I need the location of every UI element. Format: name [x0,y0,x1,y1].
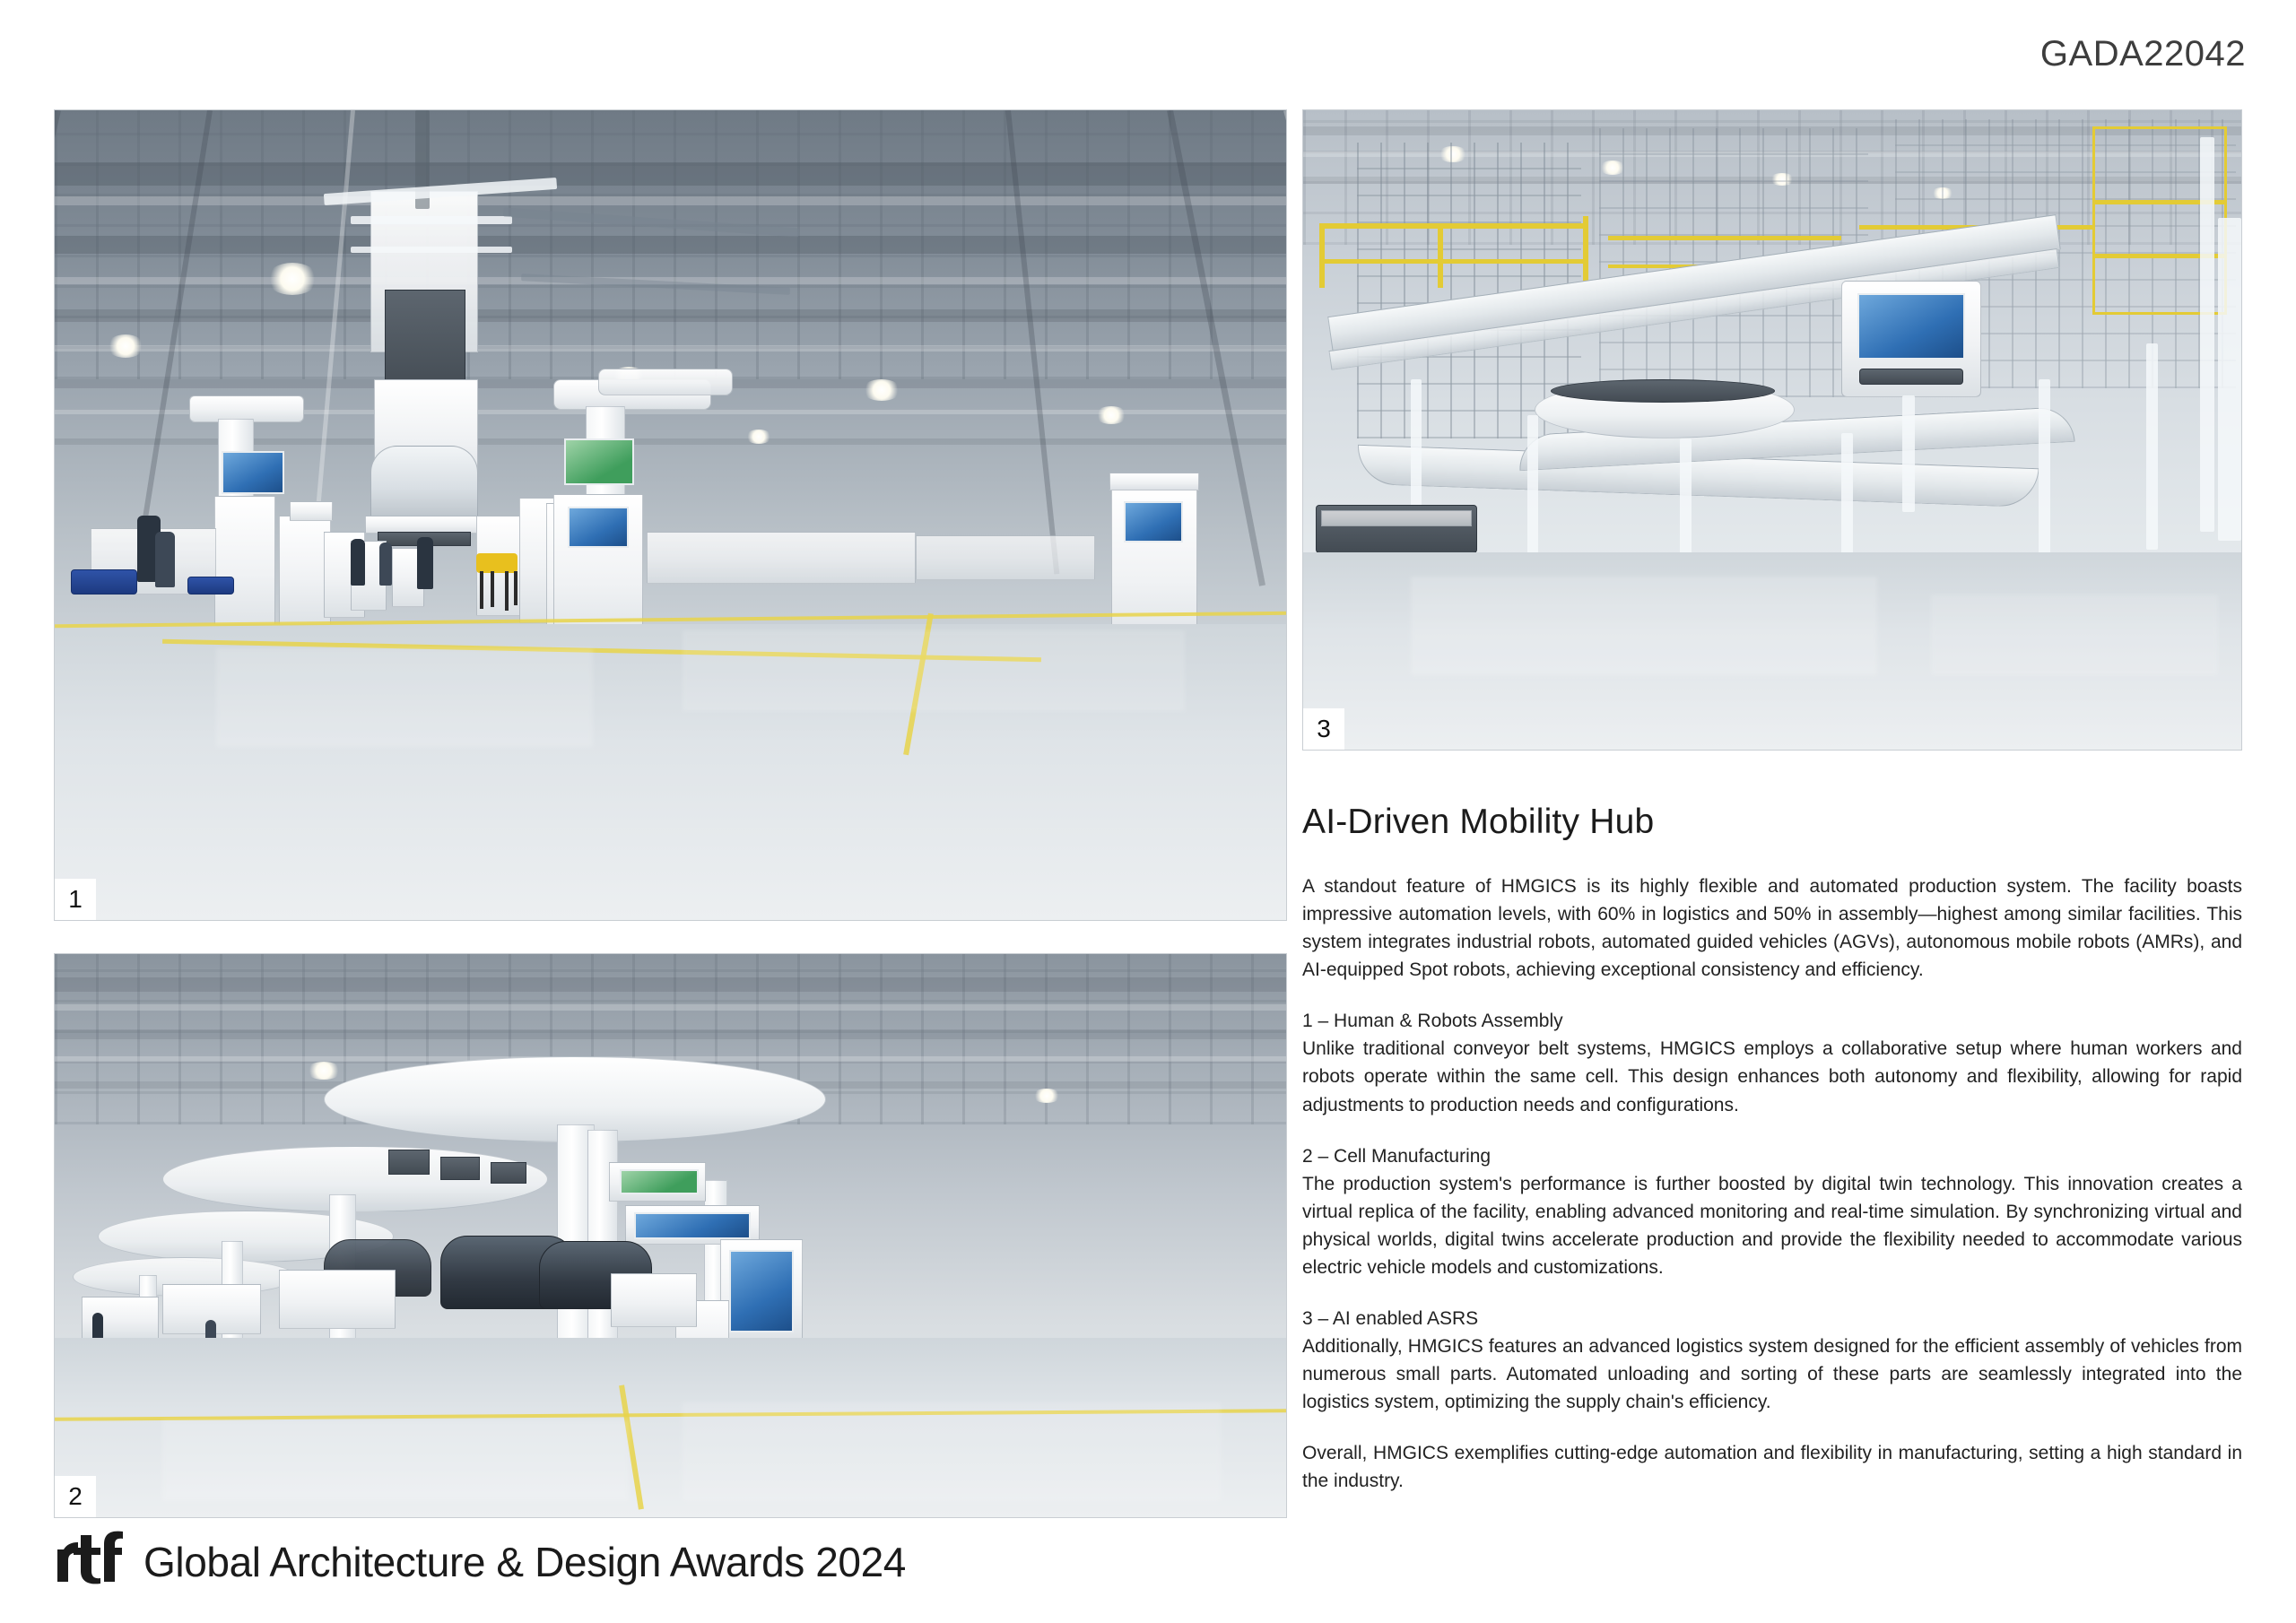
ceiling-beam [54,1029,1287,1039]
safety-rail [1319,223,1588,229]
parts-bin-label [1321,510,1472,526]
station-display [564,438,634,485]
spot-robot-body [476,553,517,573]
ceiling-beam [54,1004,1287,1011]
section-1-heading: 1 – Human & Robots Assembly [1302,1011,1563,1032]
floor-reflection [1411,577,1877,675]
section-3-heading: 3 – AI enabled ASRS [1302,1308,1479,1330]
worker [379,542,392,586]
spot-robot-leg [491,571,494,607]
factory-interior-photo-1 [55,110,1286,920]
section-1-body: Unlike traditional conveyor belt systems, HMGICS employs a collaborative setup where human workers and robots operate within the same cell. This design enhances both autonomy and flexibility, allowing for rapid adjustments to production needs and configurations. [1302,1038,2242,1115]
control-panel-display [1857,293,1965,360]
ceiling-beam [54,345,1287,352]
worker [351,539,365,586]
reference-code: GADA22042 [2039,34,2246,74]
ceiling-beam [54,236,1287,254]
control-panel-buttons [1859,369,1963,385]
work-bench [611,1273,697,1327]
panel-stand [1902,395,1915,512]
structural-post [2200,137,2214,532]
figure-1-human-robots-assembly [54,109,1287,921]
background-machinery [916,535,1095,580]
conveyor-leg [1527,415,1538,559]
ceiling-lamp [107,334,144,358]
figure-3-ai-enabled-asrs [1302,109,2242,751]
canopy-right-2 [598,369,733,395]
gantry-rail [351,216,512,224]
conveyor-leg [2146,343,2158,550]
machine-display [1124,501,1183,542]
floor-reflection [162,1420,629,1501]
floor-reflection [1931,595,2218,675]
overhead-tool [440,1157,480,1180]
article-text-column [1302,803,2242,1518]
spot-robot-leg [480,571,483,609]
article-title: AI-Driven Mobility Hub [1302,803,1655,841]
asrs-logistics-photo-3 [1303,110,2241,750]
gantry-rail [351,247,512,253]
article-conclusion-paragraph: Overall, HMGICS exemplifies cutting-edge automation and flexibility in manufacturing, setting a high standard in the industry. [1302,1443,2242,1492]
article-intro-paragraph: A standout feature of HMGICS is its highly flexible and automated production system. The facility boasts impressive automation levels, with 60% in logistics and 50% in assembly—highest among similar facilities. This system integrates industrial robots, automated guided vehicles (AGVs), autonomous mobile robots (AMRs), and AI-equipped Spot robots, achieving exceptional consistency and efficiency. [1302,876,2242,981]
safety-rail-post [1583,216,1588,288]
conveyor-leg [2039,379,2050,559]
floor-reflection [683,1402,1221,1501]
section-2-heading: 2 – Cell Manufacturing [1302,1145,1492,1167]
ceiling-lamp [745,430,772,444]
safety-rail-post [1438,223,1443,288]
worker [417,537,433,589]
equipment-cabinet [214,496,275,638]
ceiling-beam [54,162,1287,186]
safety-rail [1608,236,1841,240]
safety-rail [1319,259,1588,264]
spot-robot-leg [514,571,517,605]
work-bench [279,1270,396,1329]
safety-rail-post [1319,223,1325,288]
agv-cart [187,577,234,595]
figure-number-badge: 3 [1303,708,1344,750]
ceiling-beam [54,309,1287,322]
footer [54,1530,906,1585]
ceiling-lamp [1032,1089,1061,1103]
figure-2-cell-manufacturing [54,953,1287,1518]
worker [155,532,175,587]
vehicle-skid [365,516,483,534]
spot-robot-leg [505,571,509,611]
rtf-logo-icon [54,1530,124,1585]
overhead-tool [491,1162,526,1184]
floor-reflection [683,630,1185,711]
ceiling-lamp [862,379,901,401]
signage-display [620,1169,699,1194]
signage-display [634,1212,751,1239]
structural-post [2218,218,2241,541]
ceiling-lamp [306,1062,342,1080]
section-3-body: Additionally, HMGICS features an advanced logistics system designed for the efficient assembly of vehicles from numerous small parts. Automated unloading and sorting of these parts are seamlessly integrated into the logistics system, optimizing the supply chain's efficiency. [1302,1336,2242,1413]
ceiling-beam [54,196,1287,205]
figure-number-badge: 2 [55,1476,96,1517]
agv-cart [71,569,137,595]
figure-number-badge: 1 [55,879,96,920]
kiosk-display [729,1250,794,1332]
machine-top [1109,473,1199,490]
ceiling-lamp [266,263,318,295]
floor-reflection [216,648,593,747]
footer-title: Global Architecture & Design Awards 2024 [144,1539,906,1585]
factory-interior-photo-2 [55,954,1286,1517]
ceiling-beam [54,977,1287,992]
overhead-tool [388,1150,430,1175]
cabinet-top [290,501,333,521]
section-2-body: The production system's performance is further boosted by digital twin technology. This innovation creates a virtual replica of the facility, enabling advanced monitoring and real-time simulation. By synchronizing virtual and physical worlds, digital twins accelerate production and provide the flexibility needed to accommodate various electric vehicle models and customizations. [1302,1173,2242,1278]
station-display [222,451,284,494]
ceiling-lamp [1095,406,1127,424]
pallet [1551,379,1775,403]
control-display [568,507,629,548]
vehicle-body [370,446,478,523]
background-machinery [647,532,916,584]
